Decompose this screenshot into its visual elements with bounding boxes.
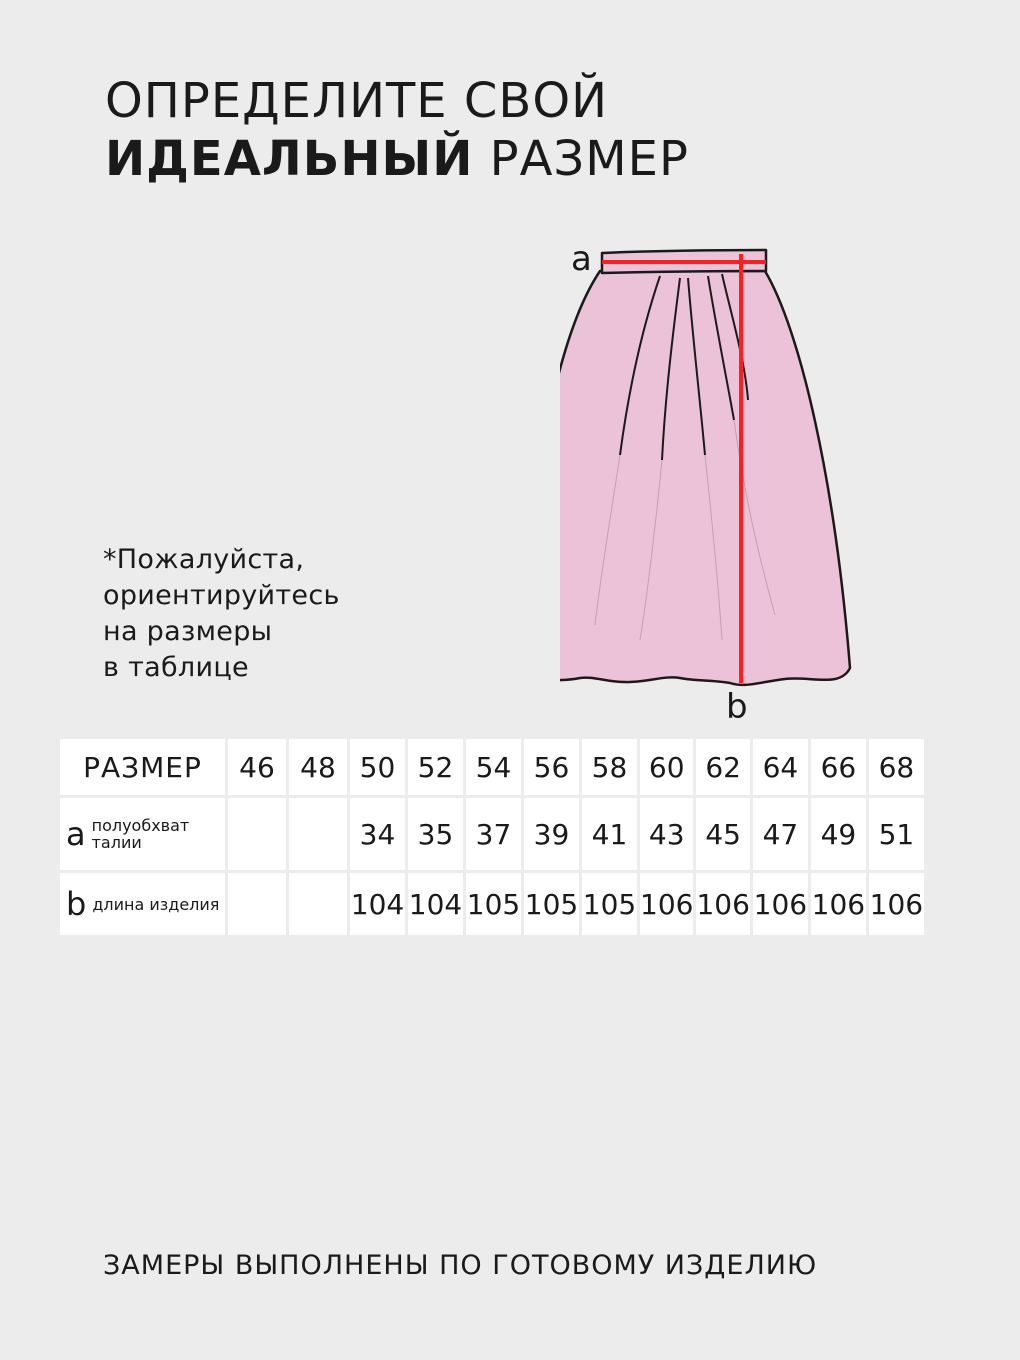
size-56: 56 <box>524 739 579 795</box>
length-row <box>60 873 924 935</box>
table-cell: 106 <box>696 873 749 935</box>
page-title <box>105 72 689 188</box>
size-46: 46 <box>228 739 286 795</box>
table-cell <box>289 798 347 870</box>
table-cell: 106 <box>811 873 866 935</box>
note-line-2: ориентируйтесь <box>103 580 340 611</box>
table-cell: 105 <box>466 873 521 935</box>
skirt-diagram <box>560 235 880 725</box>
length-row-label <box>60 873 225 935</box>
size-54: 54 <box>466 739 521 795</box>
size-60: 60 <box>640 739 693 795</box>
table-cell: 51 <box>869 798 924 870</box>
length-row-desc: длина изделия <box>92 894 220 914</box>
diagram-label-b: b <box>726 687 748 725</box>
size-header-row <box>60 739 924 795</box>
size-header-label: РАЗМЕР <box>60 739 225 795</box>
table-cell <box>289 873 347 935</box>
table-cell: 41 <box>582 798 637 870</box>
table-cell: 39 <box>524 798 579 870</box>
title-line-1: ОПРЕДЕЛИТЕ СВОЙ <box>105 73 609 129</box>
note-line-1: *Пожалуйста, <box>103 544 305 575</box>
table-cell <box>228 798 286 870</box>
title-bold-word: ИДЕАЛЬНЫЙ <box>105 131 474 187</box>
table-cell: 47 <box>753 798 808 870</box>
table-cell: 35 <box>408 798 463 870</box>
length-row-letter: b <box>66 885 87 923</box>
table-cell: 106 <box>640 873 693 935</box>
table-cell <box>228 873 286 935</box>
table-cell: 34 <box>350 798 405 870</box>
note-line-3: на размеры <box>103 616 273 647</box>
size-58: 58 <box>582 739 637 795</box>
size-table <box>57 736 927 938</box>
table-cell: 104 <box>408 873 463 935</box>
waist-row-desc: полуобхват талии <box>91 816 190 852</box>
title-line-2 <box>105 130 689 188</box>
table-cell: 105 <box>524 873 579 935</box>
waist-row-letter: a <box>66 815 86 853</box>
skirt-body <box>560 271 850 685</box>
size-68: 68 <box>869 739 924 795</box>
note-line-4: в таблице <box>103 652 249 683</box>
size-48: 48 <box>289 739 347 795</box>
waist-row <box>60 798 924 870</box>
size-62: 62 <box>696 739 749 795</box>
table-cell: 106 <box>753 873 808 935</box>
table-cell: 45 <box>696 798 749 870</box>
table-cell: 43 <box>640 798 693 870</box>
diagram-label-a: a <box>571 239 592 279</box>
size-52: 52 <box>408 739 463 795</box>
size-64: 64 <box>753 739 808 795</box>
table-cell: 105 <box>582 873 637 935</box>
table-cell: 104 <box>350 873 405 935</box>
table-cell: 37 <box>466 798 521 870</box>
waist-row-label <box>60 798 225 870</box>
table-cell: 106 <box>869 873 924 935</box>
title-regular-word: РАЗМЕР <box>473 131 689 187</box>
size-note <box>103 542 340 686</box>
size-50: 50 <box>350 739 405 795</box>
footer-note: ЗАМЕРЫ ВЫПОЛНЕНЫ ПО ГОТОВОМУ ИЗДЕЛИЮ <box>103 1250 818 1281</box>
size-66: 66 <box>811 739 866 795</box>
table-cell: 49 <box>811 798 866 870</box>
